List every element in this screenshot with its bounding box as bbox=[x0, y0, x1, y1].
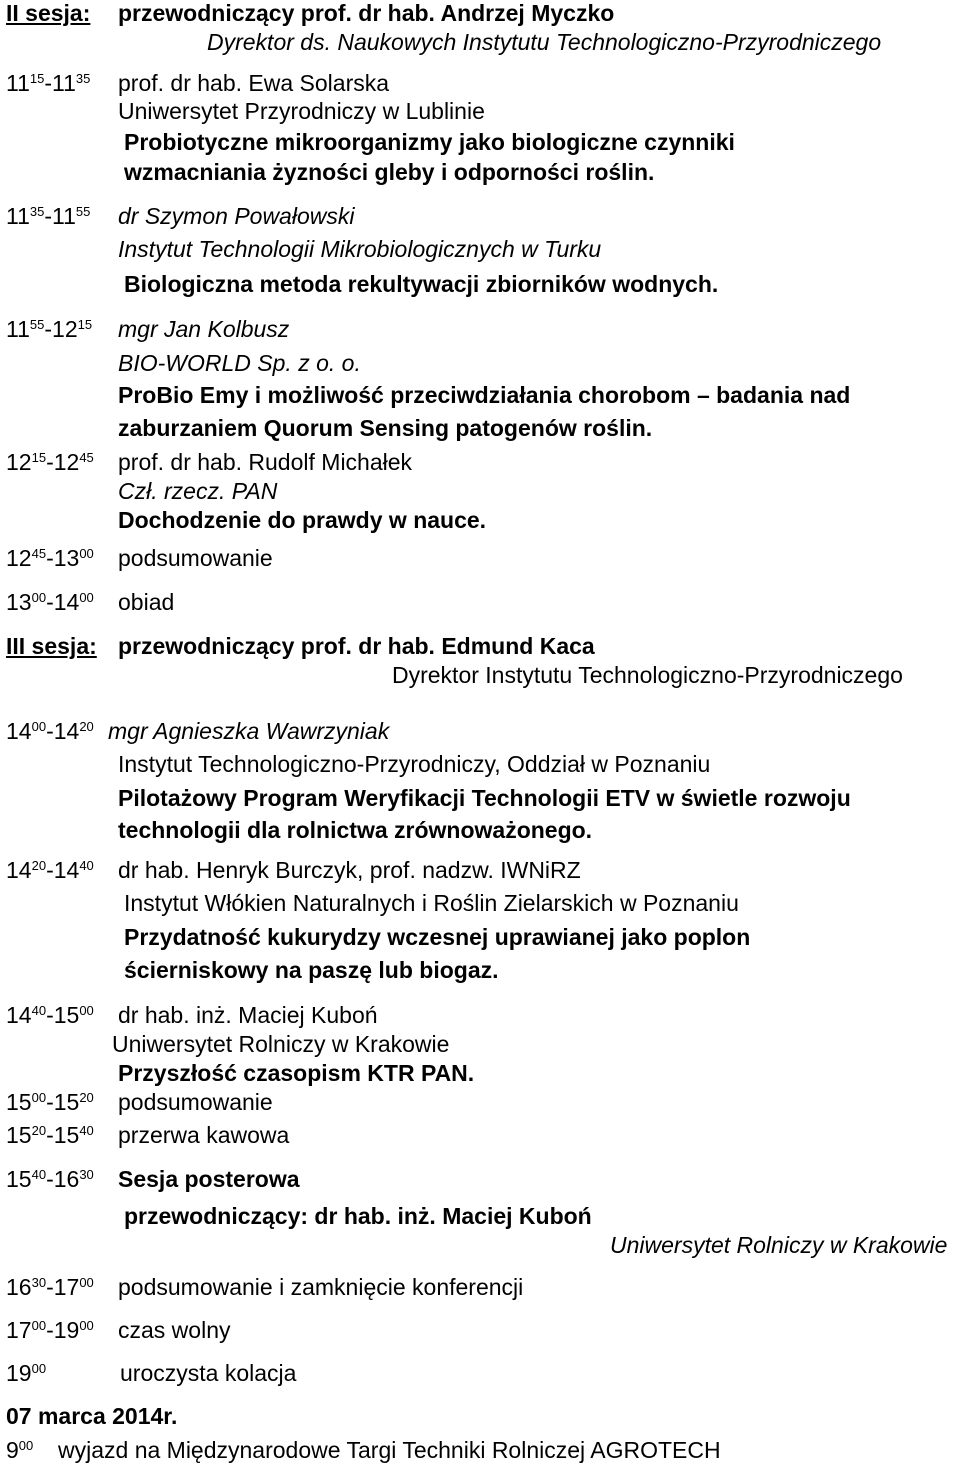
time-range: $12^{45}-13^{00}$ bbox=[6, 545, 94, 571]
talk-title: Dochodzenie do prawdy w nauce. bbox=[118, 507, 487, 533]
free-time-item: czas wolny bbox=[118, 1317, 231, 1343]
session2-label: II sesja: bbox=[6, 0, 91, 26]
closing-item: podsumowanie i zamknięcie konferencji bbox=[118, 1274, 524, 1300]
time-range: $12^{15}-12^{45}$ bbox=[6, 449, 94, 475]
session2-chair: przewodniczący prof. dr hab. Andrzej Myczko bbox=[118, 0, 615, 26]
poster-session-chair: przewodniczący: dr hab. inż. Maciej Kuboń bbox=[124, 1203, 592, 1229]
talk-speaker: dr hab. Henryk Burczyk, prof. nadzw. IWNiRZ bbox=[118, 857, 581, 883]
time-range: $14^{00}-14^{20}$ bbox=[6, 718, 94, 744]
talk-speaker: prof. dr hab. Ewa Solarska bbox=[118, 70, 390, 96]
talk-speaker: dr Szymon Powałowski bbox=[118, 203, 355, 229]
time-range: $13^{00}-14^{00}$ bbox=[6, 589, 94, 615]
time-range: $15^{00}-15^{20}$ bbox=[6, 1089, 94, 1115]
talk-affiliation: Uniwersytet Przyrodniczy w Lublinie bbox=[118, 98, 485, 124]
talk-affiliation: BIO-WORLD Sp. z o. o. bbox=[118, 350, 361, 376]
coffee-break-item: przerwa kawowa bbox=[118, 1122, 290, 1148]
talk-title: wzmacniania żyzności gleby i odporności roślin. bbox=[124, 159, 655, 185]
talk-affiliation: Instytut Technologiczno-Przyrodniczy, Oddział w Poznaniu bbox=[118, 751, 711, 777]
talk-title: Przyszłość czasopism KTR PAN. bbox=[118, 1060, 475, 1086]
talk-title: Przydatność kukurydzy wczesnej uprawianej jako poplon bbox=[124, 924, 751, 950]
talk-title: ścierniskowy na paszę lub biogaz. bbox=[124, 957, 499, 983]
talk-affiliation: Instytut Technologii Mikrobiologicznych w Turku bbox=[118, 236, 602, 262]
talk-title: Biologiczna metoda rekultywacji zbiorników wodnych. bbox=[124, 271, 719, 297]
talk-affiliation: Czł. rzecz. PAN bbox=[118, 478, 278, 504]
dinner-item: uroczysta kolacja bbox=[120, 1360, 297, 1386]
time-range: $11^{15}-11^{35}$ bbox=[6, 70, 91, 96]
poster-session-chair-affiliation: Uniwersytet Rolniczy w Krakowie bbox=[610, 1232, 948, 1258]
talk-title: ProBio Emy i możliwość przeciwdziałania chorobom – badania nad bbox=[118, 382, 851, 408]
talk-speaker: prof. dr hab. Rudolf Michałek bbox=[118, 449, 413, 475]
talk-title: zaburzaniem Quorum Sensing patogenów roślin. bbox=[118, 415, 653, 441]
time-range: $11^{55}-12^{15}$ bbox=[6, 316, 93, 342]
session3-label: III sesja: bbox=[6, 633, 97, 659]
time-point: $9^{00}$ bbox=[6, 1437, 34, 1463]
time-range: $14^{40}-15^{00}$ bbox=[6, 1002, 94, 1028]
session2-chair-role: Dyrektor ds. Naukowych Instytutu Technologiczno-Przyrodniczego bbox=[207, 29, 882, 55]
session3-chair: przewodniczący prof. dr hab. Edmund Kaca bbox=[118, 633, 595, 659]
summary-item: podsumowanie bbox=[118, 545, 273, 571]
talk-speaker: dr hab. inż. Maciej Kuboń bbox=[118, 1002, 378, 1028]
time-range: $11^{35}-11^{55}$ bbox=[6, 203, 91, 229]
excursion-item: wyjazd na Międzynarodowe Targi Techniki Rolniczej AGROTECH bbox=[58, 1437, 721, 1463]
talk-title: Probiotyczne mikroorganizmy jako biologiczne czynniki bbox=[124, 129, 735, 155]
time-range: $14^{20}-14^{40}$ bbox=[6, 857, 94, 883]
talk-title: Pilotażowy Program Weryfikacji Technologii ETV w świetle rozwoju bbox=[118, 785, 851, 811]
time-range: $15^{20}-15^{40}$ bbox=[6, 1122, 94, 1148]
talk-speaker: mgr Jan Kolbusz bbox=[118, 316, 290, 342]
talk-title: technologii dla rolnictwa zrównoważonego. bbox=[118, 817, 593, 843]
time-range: $15^{40}-16^{30}$ bbox=[6, 1166, 94, 1192]
talk-affiliation: Uniwersytet Rolniczy w Krakowie bbox=[112, 1031, 450, 1057]
time-range: $17^{00}-19^{00}$ bbox=[6, 1317, 94, 1343]
poster-session-title: Sesja posterowa bbox=[118, 1166, 300, 1192]
time-range: $16^{30}-17^{00}$ bbox=[6, 1274, 94, 1300]
talk-speaker: mgr Agnieszka Wawrzyniak bbox=[108, 718, 390, 744]
summary-item: podsumowanie bbox=[118, 1089, 273, 1115]
lunch-item: obiad bbox=[118, 589, 175, 615]
day3-date: 07 marca 2014r. bbox=[6, 1403, 178, 1429]
time-point: $19^{00}$ bbox=[6, 1360, 47, 1386]
session3-chair-role: Dyrektor Instytutu Technologiczno-Przyrodniczego bbox=[392, 662, 903, 688]
talk-affiliation: Instytut Włókien Naturalnych i Roślin Zielarskich w Poznaniu bbox=[124, 890, 739, 916]
